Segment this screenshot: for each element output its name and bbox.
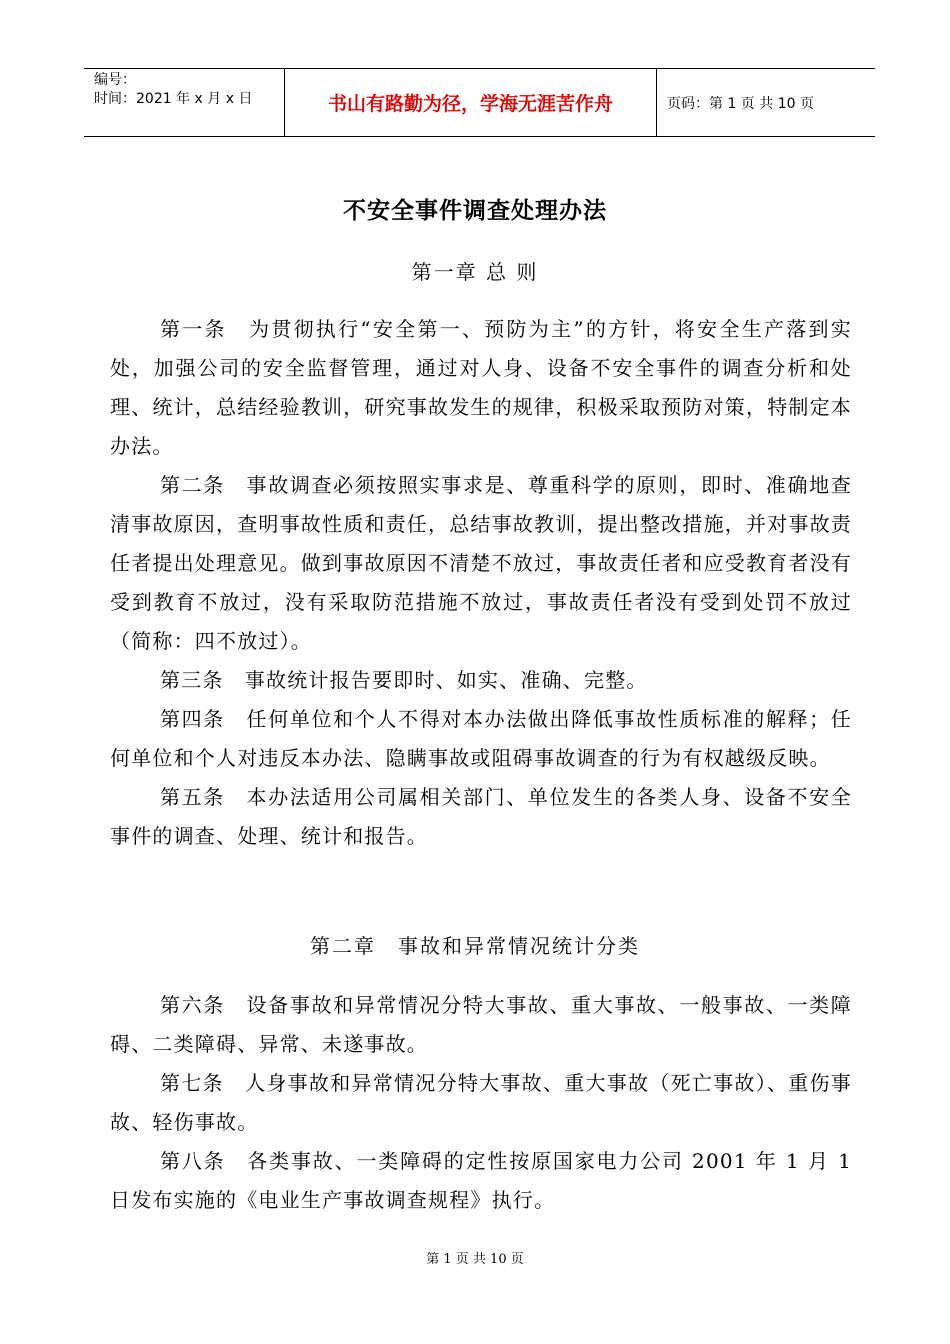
article-8: 第八条 各类事故、一类障碍的定性按原国家电力公司 2001 年 1 月 1 日发布实施的《电业生产事故调查规程》执行。 — [110, 1149, 852, 1212]
article-7: 第七条 人身事故和异常情况分特大事故、重大事故（死亡事故）、重伤事故、轻伤事故。 — [110, 1071, 852, 1134]
document-title: 不安全事件调查处理办法 — [343, 198, 607, 224]
header-motto: 书山有路勤为径，学海无涯苦作舟 — [285, 69, 657, 136]
chapter-1-heading: 第一章 总 则 — [411, 260, 539, 284]
chapter-1-body — [110, 310, 852, 856]
article-6: 第六条 设备事故和异常情况分特大事故、重大事故、一般事故、一类障碍、二类障碍、异常、未遂事故。 — [110, 993, 852, 1056]
article-5: 第五条 本办法适用公司属相关部门、单位发生的各类人身、设备不安全事件的调查、处理、统计和报告。 — [110, 785, 852, 848]
page-footer: 第 1 页 共 10 页 — [426, 1252, 524, 1267]
header-page-label: 页码：第 1 页 共 10 页 — [667, 95, 814, 112]
number-label: 编号： — [94, 72, 136, 88]
article-2: 第二条 事故调查必须按照实事求是、尊重科学的原则，即时、准确地查清事故原因，查明事故性质和责任，总结事故教训，提出整改措施，并对事故责任者提出处理意见。做到事故原因不清楚不放过，事故责任者和应受教育者没有受到教育不放过，没有采取防范措施不放过，事故责任者没有受到处罚不放过（简称：四不放过）。 — [110, 473, 852, 653]
article-3: 第三条 事故统计报告要即时、如实、准确、完整。 — [160, 668, 648, 692]
article-4: 第四条 任何单位和个人不得对本办法做出降低事故性质标准的解释；任何单位和个人对违反本办法、隐瞒事故或阻碍事故调查的行为有权越级反映。 — [110, 707, 852, 770]
header-meta — [84, 69, 285, 136]
chapter-2-heading: 第二章 事故和异常情况统计分类 — [310, 934, 640, 958]
chapter-2-body — [110, 986, 852, 1220]
article-1: 第一条 为贯彻执行“安全第一、预防为主”的方针，将安全生产落到实处，加强公司的安全监督管理，通过对人身、设备不安全事件的调查分析和处理、统计，总结经验教训，研究事故发生的规律，积极采取预防对策，特制定本办法。 — [110, 317, 852, 458]
time-label: 时间：2021 年 x 月 x 日 — [94, 91, 253, 107]
document-header — [84, 68, 875, 137]
